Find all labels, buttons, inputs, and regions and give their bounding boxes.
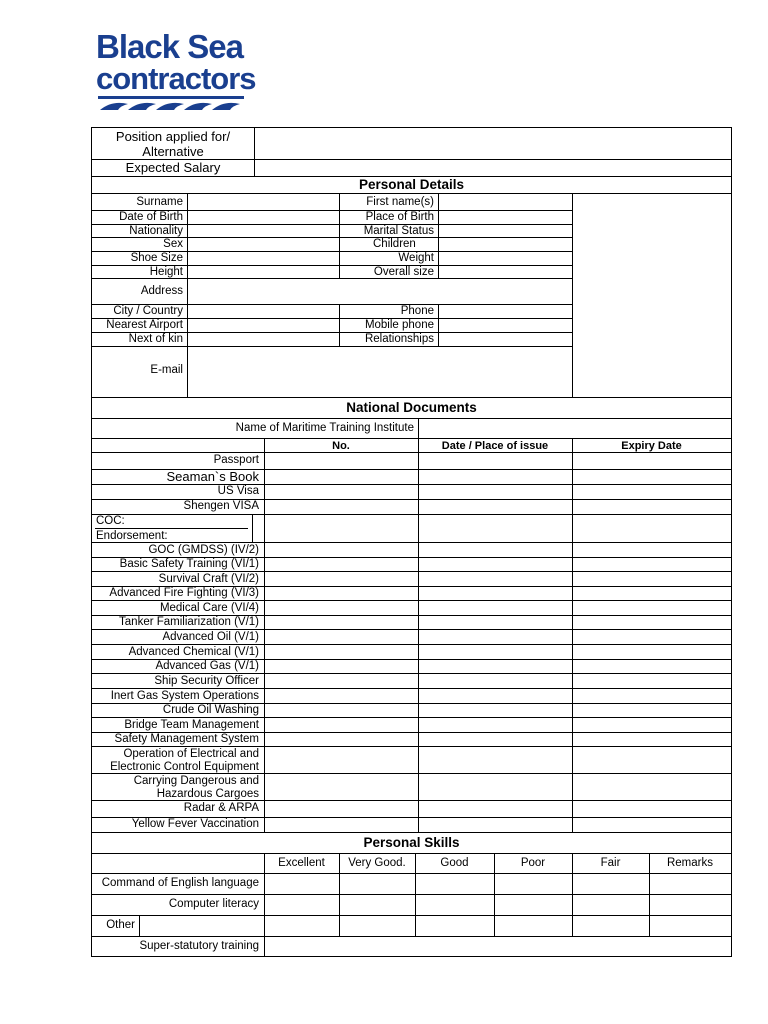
table-rule-horizontal bbox=[91, 542, 732, 543]
table-rule-horizontal bbox=[95, 528, 248, 529]
position-label: Position applied for/ Alternative bbox=[115, 129, 231, 159]
surname-label: Surname bbox=[136, 196, 183, 208]
marital-status-label: Marital Status bbox=[363, 225, 434, 237]
cert-crude-oil: Crude Oil Washing bbox=[162, 704, 259, 716]
seaman-book-label: Seaman`s Book bbox=[166, 469, 259, 484]
sex-label: Sex bbox=[163, 238, 183, 250]
cert-safety-management: Safety Management System bbox=[114, 733, 259, 745]
logo-line-2: contractors bbox=[96, 61, 256, 96]
table-rule-horizontal bbox=[91, 894, 732, 895]
table-rule-horizontal bbox=[91, 397, 732, 398]
table-rule-horizontal bbox=[91, 717, 732, 718]
table-rule-vertical bbox=[264, 438, 265, 832]
table-rule-vertical bbox=[418, 418, 419, 438]
table-rule-horizontal bbox=[91, 936, 732, 937]
cert-advanced-gas: Advanced Gas (V/1) bbox=[155, 660, 259, 672]
col-expiry-header: Expiry Date bbox=[621, 440, 682, 452]
nationality-label: Nationality bbox=[129, 225, 183, 237]
mobile-phone-label: Mobile phone bbox=[364, 319, 434, 331]
table-rule-horizontal bbox=[91, 452, 732, 453]
cert-tanker-familiarization: Tanker Familiarization (V/1) bbox=[119, 616, 259, 628]
logo-waves-icon bbox=[98, 96, 246, 112]
next-of-kin-label: Next of kin bbox=[128, 333, 183, 345]
shoe-size-label: Shoe Size bbox=[130, 252, 183, 264]
super-statutory-label: Super-statutory training bbox=[139, 940, 259, 952]
table-rule-vertical bbox=[339, 304, 340, 346]
skill-col-poor: Poor bbox=[520, 857, 546, 869]
table-rule-vertical bbox=[339, 193, 340, 278]
nearest-airport-label: Nearest Airport bbox=[106, 319, 183, 331]
table-rule-horizontal bbox=[91, 600, 732, 601]
table-rule-horizontal bbox=[91, 746, 732, 747]
children-label: Children bbox=[373, 238, 416, 250]
cert-yellow-fever: Yellow Fever Vaccination bbox=[131, 818, 259, 830]
table-rule-vertical bbox=[252, 514, 253, 542]
skill-col-excellent: Excellent bbox=[278, 857, 325, 869]
cert-survival-craft: Survival Craft (VI/2) bbox=[158, 573, 259, 585]
table-rule-vertical bbox=[139, 915, 140, 936]
table-rule-horizontal bbox=[91, 873, 732, 874]
endorsement-label: Endorsement: bbox=[96, 530, 168, 542]
us-visa-label: US Visa bbox=[217, 485, 259, 497]
height-label: Height bbox=[149, 266, 183, 278]
skill-col-good: Good bbox=[440, 857, 469, 869]
other-label: Other bbox=[106, 919, 135, 931]
cert-goc: GOC (GMDSS) (IV/2) bbox=[148, 544, 259, 556]
cert-radar-arpa: Radar & ARPA bbox=[183, 802, 259, 814]
table-rule-horizontal bbox=[91, 346, 573, 347]
cert-dangerous-cargoes: Carrying Dangerous and Hazardous Cargoes bbox=[133, 775, 259, 800]
cert-bridge-team: Bridge Team Management bbox=[124, 719, 259, 731]
table-rule-horizontal bbox=[91, 673, 732, 674]
cert-electrical: Operation of Electrical and Electronic Control Equipment bbox=[110, 748, 259, 773]
shengen-visa-label: Shengen VISA bbox=[183, 500, 259, 512]
skill-col-fair: Fair bbox=[600, 857, 621, 869]
table-rule-horizontal bbox=[91, 629, 732, 630]
table-rule-vertical bbox=[572, 193, 573, 397]
personal-details-title: Personal Details bbox=[358, 177, 465, 192]
table-rule-horizontal bbox=[91, 915, 732, 916]
table-rule-horizontal bbox=[91, 853, 732, 854]
cert-inert-gas: Inert Gas System Operations bbox=[110, 690, 259, 702]
table-rule-horizontal bbox=[91, 773, 732, 774]
national-documents-title: National Documents bbox=[346, 400, 477, 415]
table-rule-horizontal bbox=[91, 956, 732, 957]
logo-line-1: Black Sea bbox=[96, 28, 243, 65]
address-label: Address bbox=[140, 285, 183, 297]
table-rule-horizontal bbox=[91, 127, 732, 128]
cert-advanced-chemical: Advanced Chemical (V/1) bbox=[128, 646, 259, 658]
relationships-label: Relationships bbox=[364, 333, 434, 345]
personal-skills-title: Personal Skills bbox=[363, 835, 460, 850]
table-rule-horizontal bbox=[91, 688, 732, 689]
phone-label: Phone bbox=[400, 305, 434, 317]
table-rule-horizontal bbox=[91, 514, 732, 515]
cert-medical-care: Medical Care (VI/4) bbox=[159, 602, 259, 614]
company-logo bbox=[96, 28, 256, 114]
training-institute-label: Name of Maritime Training Institute bbox=[235, 422, 414, 434]
table-rule-vertical bbox=[438, 193, 439, 278]
cert-ship-security: Ship Security Officer bbox=[154, 675, 259, 687]
cert-basic-safety: Basic Safety Training (VI/1) bbox=[119, 558, 259, 570]
weight-label: Weight bbox=[398, 252, 434, 264]
table-rule-vertical bbox=[438, 304, 439, 346]
skill-col-very-good: Very Good. bbox=[348, 857, 406, 869]
table-rule-vertical bbox=[187, 193, 188, 397]
table-rule-vertical bbox=[254, 127, 255, 176]
english-label: Command of English language bbox=[101, 877, 259, 889]
col-date-header: Date / Place of issue bbox=[441, 440, 549, 452]
city-country-label: City / Country bbox=[113, 305, 183, 317]
email-label: E-mail bbox=[150, 364, 183, 376]
table-rule-horizontal bbox=[91, 644, 732, 645]
skill-col-remarks: Remarks bbox=[666, 857, 713, 869]
cert-advanced-oil: Advanced Oil (V/1) bbox=[162, 631, 259, 643]
passport-label: Passport bbox=[213, 454, 259, 466]
first-names-label: First name(s) bbox=[366, 196, 434, 208]
salary-label: Expected Salary bbox=[125, 160, 221, 175]
overall-size-label: Overall size bbox=[373, 266, 434, 278]
table-rule-horizontal bbox=[91, 800, 732, 801]
table-rule-horizontal bbox=[91, 438, 732, 439]
table-rule-horizontal bbox=[91, 571, 732, 572]
computer-literacy-label: Computer literacy bbox=[168, 898, 259, 910]
table-rule-vertical bbox=[572, 438, 573, 832]
col-no-header: No. bbox=[332, 440, 350, 452]
table-rule-vertical bbox=[418, 438, 419, 832]
table-rule-horizontal bbox=[91, 418, 732, 419]
dob-label: Date of Birth bbox=[119, 211, 183, 223]
table-rule-horizontal bbox=[91, 832, 732, 833]
cert-fire-fighting: Advanced Fire Fighting (VI/3) bbox=[109, 587, 259, 599]
coc-label: COC: bbox=[96, 515, 125, 527]
place-of-birth-label: Place of Birth bbox=[365, 211, 434, 223]
